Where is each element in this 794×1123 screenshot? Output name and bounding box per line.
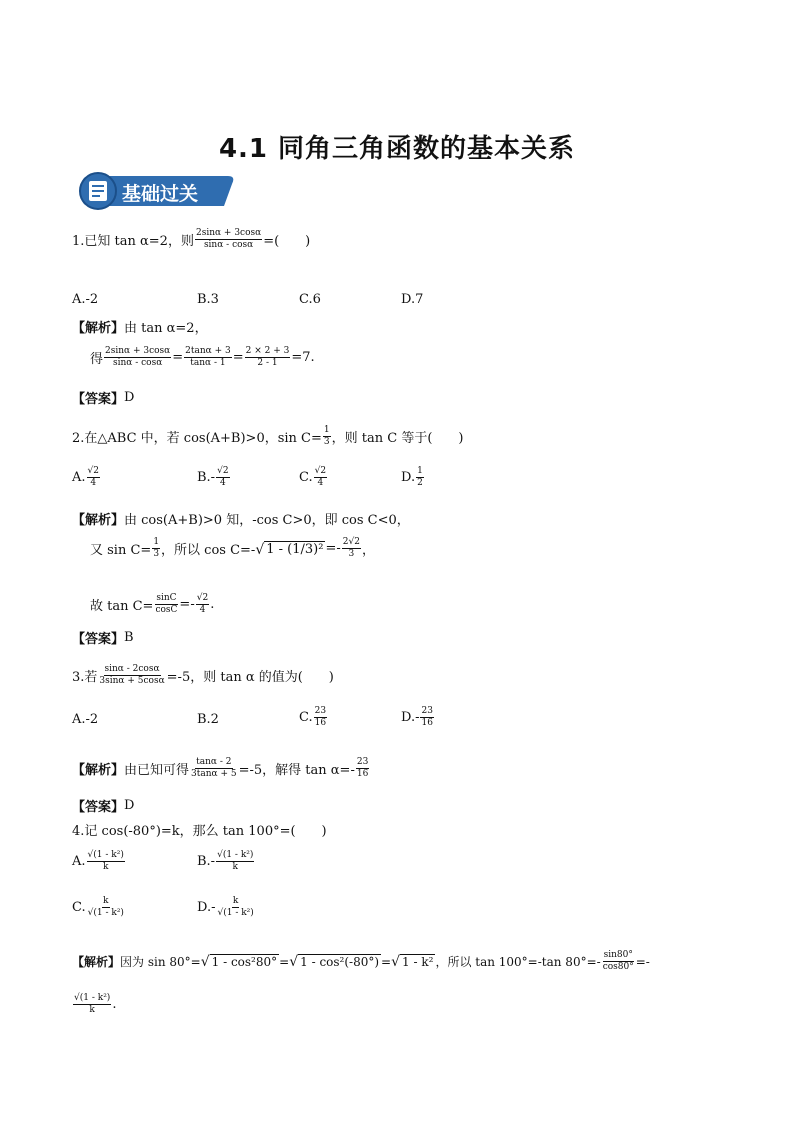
q3-analysis-den: 3tanα + 5 xyxy=(191,769,237,779)
analysis-label: 【解析】 xyxy=(72,955,121,969)
q3-option-b[interactable] xyxy=(197,712,219,727)
q3-res-num: 23 xyxy=(356,757,369,767)
banner-label: 基础过关 xyxy=(122,183,199,205)
q2-l2-b: ，所以 cos C=- xyxy=(161,543,256,558)
q4-analysis-a: 因为 sin 80°= xyxy=(120,955,201,969)
q3-option-b-prefix: B.2 xyxy=(197,712,219,727)
q3-tail: =-5，则 tan α 的值为( ) xyxy=(166,670,334,685)
q1-tail: =( ) xyxy=(263,234,311,249)
q4-cont-num: √(1 - k²) xyxy=(74,993,111,1003)
q4-tan-den: cos80° xyxy=(602,962,634,972)
q4-eq2: = xyxy=(381,954,392,969)
q4-option-a[interactable] xyxy=(72,850,126,873)
q4-analysis-c: =- xyxy=(635,954,650,969)
q2-option-b-prefix: B.- xyxy=(197,470,216,485)
q1-option-b[interactable]: B.3 xyxy=(197,292,219,307)
q2-option-d-prefix: D. xyxy=(401,470,416,485)
q4-option-d-prefix: D.- xyxy=(197,900,216,915)
q4-sqrt-1-rad: 1 - cos²80° xyxy=(211,955,278,969)
q4-sqrt-2: √ 1 - cos²(-80°) xyxy=(289,954,380,970)
q4-sqrt-2-rad: 1 - cos²(-80°) xyxy=(300,955,380,969)
q2-option-d-den: 2 xyxy=(417,478,423,488)
q2-option-a[interactable] xyxy=(72,466,101,489)
q4-cont-den: k xyxy=(89,1005,95,1015)
q4-sqrt-3: √ 1 - k² xyxy=(391,954,434,970)
q4-sqrt-1: √ 1 - cos²80° xyxy=(200,954,278,970)
q4-option-b[interactable] xyxy=(197,850,255,873)
q1-f2-den: tanα - 1 xyxy=(190,358,226,368)
q3-frac-num: sinα - 2cosα xyxy=(104,664,160,674)
q1-analysis xyxy=(72,317,208,336)
question-3 xyxy=(72,664,334,687)
q2-option-d-num: 1 xyxy=(417,466,423,476)
q2-l2-res-den: 3 xyxy=(348,549,355,559)
answer-label: 【答案】 xyxy=(72,392,125,407)
q1-option-c[interactable]: C.6 xyxy=(299,292,321,307)
q3-option-d-prefix: D.- xyxy=(401,710,420,725)
answer-label: 【答案】 xyxy=(72,800,125,815)
q2-l3-b: =- xyxy=(179,597,195,612)
q4-option-c-prefix: C. xyxy=(72,900,86,915)
q2-option-b[interactable] xyxy=(197,466,231,489)
q4-option-b-num: √(1 - k²) xyxy=(217,850,254,860)
q4-cont-tail: . xyxy=(112,997,117,1012)
q2-answer xyxy=(72,628,134,647)
q2-answer-value: B xyxy=(124,630,134,645)
q2-l2-a: 又 sin C= xyxy=(90,543,152,558)
q2-l3-c: . xyxy=(210,597,215,612)
q1-f2-num: 2tanα + 3 xyxy=(185,346,231,356)
q1-f1-den: sinα - cosα xyxy=(112,358,163,368)
q2-l2-c: =- xyxy=(325,541,341,556)
q4-option-a-prefix: A. xyxy=(72,854,86,869)
q2-option-d[interactable] xyxy=(401,466,425,489)
q2-l3-res-num: √2 xyxy=(196,593,209,603)
q2-option-a-den: 4 xyxy=(90,478,97,488)
q4-option-d-den: √(1 - k²) xyxy=(217,908,254,918)
q2-analysis xyxy=(72,509,410,528)
q3-option-a[interactable] xyxy=(72,712,98,727)
q2-analysis-line3 xyxy=(90,593,214,616)
q3-analysis xyxy=(72,757,370,780)
q1-answer xyxy=(72,388,134,407)
q2-option-b-den: 4 xyxy=(219,478,226,488)
q4-option-c-den: √(1 - k²) xyxy=(87,908,124,918)
q2-l3-a: 故 tan C= xyxy=(90,599,154,614)
q1-f1-num: 2sinα + 3cosα xyxy=(105,346,171,356)
q2-option-c-num: √2 xyxy=(314,466,327,476)
q3-option-c[interactable] xyxy=(299,706,328,729)
q2-option-b-num: √2 xyxy=(217,466,229,476)
q1-answer-value: D xyxy=(124,390,135,405)
q1-derivation: 得 $\frac{2\sin\alpha + 3\cos\alpha}{\sin\alpha - \cos\alpha}$ = $\frac{2\tan\alpha + 3}{\tan\alpha - 1}$ = $\frac{2 \times 2 + 3}{2 - 1}$ =7. xyxy=(90,346,315,368)
q4-option-b-den: k xyxy=(232,862,238,872)
q3-lead: 3.若 xyxy=(72,670,98,685)
q1-fraction xyxy=(195,228,262,251)
q3-analysis-b: =-5，解得 tan α=- xyxy=(238,763,355,778)
q2-l3-res-den: 4 xyxy=(199,605,206,615)
q2-option-c-prefix: C. xyxy=(299,470,313,485)
q2-l2-d: ， xyxy=(361,543,375,558)
q4-option-b-prefix: B.- xyxy=(197,854,216,869)
q3-option-d-num: 23 xyxy=(421,706,433,716)
q3-option-d[interactable] xyxy=(401,706,435,729)
q2-option-c-den: 4 xyxy=(317,478,324,488)
q2-option-a-prefix: A. xyxy=(72,470,86,485)
q4-option-d-num: k xyxy=(232,896,239,906)
q2-tail: ，则 tan C 等于( ) xyxy=(331,431,464,446)
q3-analysis-num: tanα - 2 xyxy=(196,757,232,767)
q2-l3-den: cosC xyxy=(155,605,178,615)
q2-sqrt: √ 1 - (1/3)² xyxy=(255,541,324,558)
analysis-label: 【解析】 xyxy=(72,513,125,528)
q2-analysis-line2 xyxy=(90,537,375,560)
q4-analysis-b: ，所以 tan 100°=-tan 80°=- xyxy=(435,955,601,969)
analysis-label: 【解析】 xyxy=(72,321,125,336)
q1-step-prefix: 得 xyxy=(90,352,104,367)
q1-result: =7. xyxy=(291,350,315,365)
analysis-label: 【解析】 xyxy=(72,763,125,778)
q3-option-c-prefix: C. xyxy=(299,710,313,725)
q3-option-d-den: 16 xyxy=(421,718,433,728)
q3-analysis-a: 由已知可得 xyxy=(124,763,190,778)
q2-l2-frac-num: 1 xyxy=(153,537,160,547)
q4-lead: 4.记 cos(-80°)=k，那么 tan 100°=( ) xyxy=(72,824,327,839)
q3-answer xyxy=(72,796,134,815)
q1-lead: 1.已知 tan α=2，则 xyxy=(72,234,194,249)
q1-option-d[interactable]: D.7 xyxy=(401,292,424,307)
q4-eq1: = xyxy=(279,954,290,969)
q2-l3-num: sinC xyxy=(156,593,177,603)
q4-option-a-num: √(1 - k²) xyxy=(87,850,124,860)
q2-option-c[interactable] xyxy=(299,466,328,489)
q2-lead: 2.在△ABC 中，若 cos(A+B)>0，sin C= xyxy=(72,431,322,446)
q3-frac-den: 3sinα + 5cosα xyxy=(99,676,165,686)
q3-option-a-prefix: A.-2 xyxy=(72,712,99,727)
q3-res-den: 16 xyxy=(356,769,369,779)
q2-analysis-line1: 由 cos(A+B)>0 知，-cos C>0，即 cos C<0， xyxy=(124,513,410,528)
q1-frac-num: 2sinα + 3cosα xyxy=(195,228,262,238)
q4-analysis-cont xyxy=(72,993,116,1016)
question-1 xyxy=(72,228,310,251)
q2-sqrt-radicand: 1 - (1/3)² xyxy=(266,541,324,557)
q4-option-a-den: k xyxy=(102,862,109,872)
q4-tan-num: sin80° xyxy=(603,950,633,960)
answer-label: 【答案】 xyxy=(72,632,125,647)
q2-frac-num: 1 xyxy=(323,425,330,435)
q1-f3-num: 2 × 2 + 3 xyxy=(245,346,290,356)
q3-answer-value: D xyxy=(124,798,135,813)
question-2 xyxy=(72,425,463,448)
q4-option-c[interactable] xyxy=(72,896,126,919)
page-title: 4.1 同角三角函数的基本关系 xyxy=(218,134,576,164)
q1-f3-den: 2 - 1 xyxy=(257,358,278,368)
q2-l2-res-num: 2√2 xyxy=(342,537,360,547)
q4-option-c-num: k xyxy=(103,896,109,906)
q3-option-c-num: 23 xyxy=(314,706,327,716)
q4-analysis xyxy=(72,950,650,973)
q1-option-a[interactable]: A.-2 xyxy=(72,292,99,307)
q3-option-c-den: 16 xyxy=(314,718,327,728)
section-banner xyxy=(78,170,236,212)
q4-option-d[interactable] xyxy=(197,896,256,919)
question-4 xyxy=(72,820,327,839)
q1-analysis-text: 由 tan α=2， xyxy=(124,321,208,336)
q2-frac-den: 3 xyxy=(323,437,330,447)
q2-option-a-num: √2 xyxy=(87,466,99,476)
q4-sqrt-3-rad: 1 - k² xyxy=(402,955,434,969)
q2-l2-frac-den: 3 xyxy=(153,549,160,559)
q1-frac-den: sinα - cosα xyxy=(203,240,254,250)
